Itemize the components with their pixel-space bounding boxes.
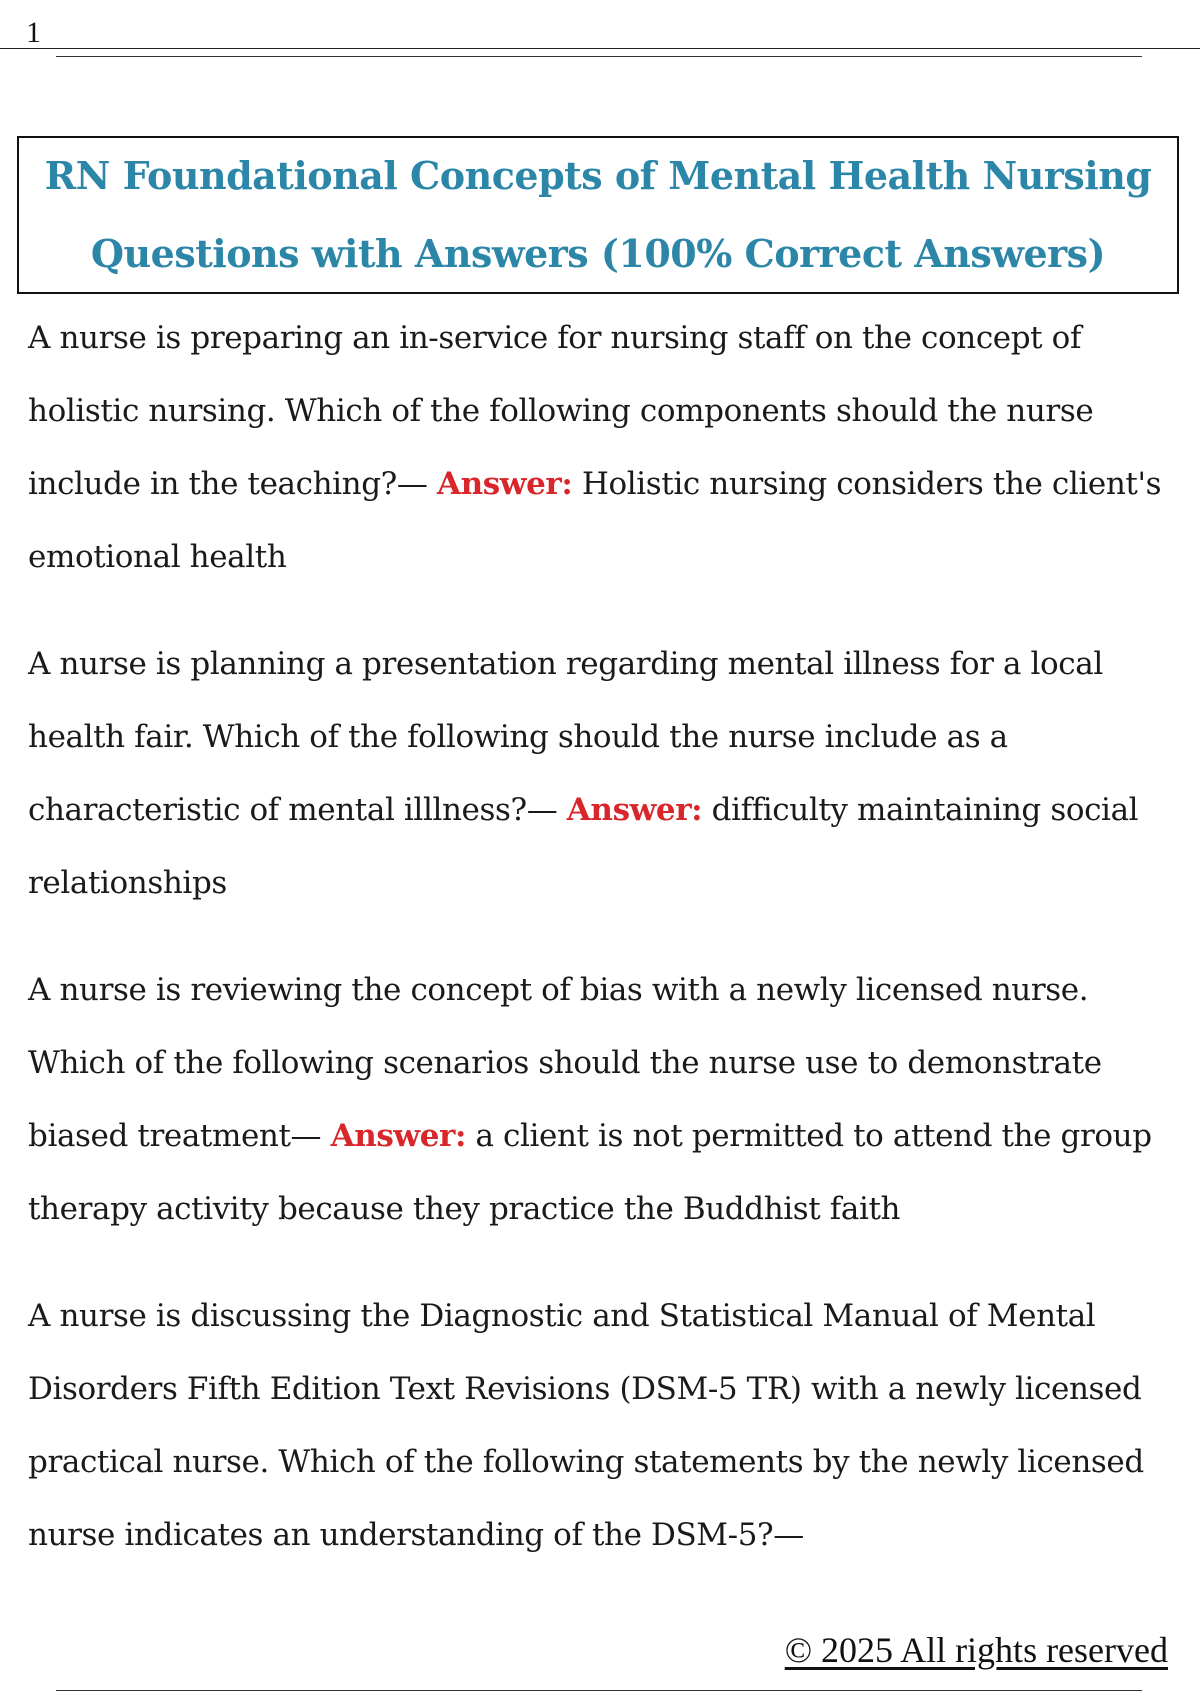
header-rule-secondary [56, 56, 1142, 57]
document-title-line-2: Questions with Answers (100% Correct Answers) [90, 231, 1106, 276]
answer-text: a client is not permitted to attend the group therapy activity because they practice the Buddhist faith [28, 1118, 1152, 1227]
question-item [28, 628, 1176, 920]
question-text: A nurse is preparing an in-service for nursing staff on the concept of holistic nursing. Which of the following components should the nurse include in the teaching?— [28, 320, 1094, 502]
question-item [28, 302, 1176, 594]
answer-text: Holistic nursing considers the client's emotional health [28, 466, 1162, 575]
answer-text: difficulty maintaining social relationships [28, 792, 1139, 901]
answer-label: Answer: [436, 466, 573, 502]
page-number: 1 [26, 16, 41, 49]
document-title-line-1: RN Foundational Concepts of Mental Health Nursing [44, 153, 1152, 198]
question-item [28, 1280, 1176, 1572]
question-text: A nurse is planning a presentation regarding mental illness for a local health fair. Which of the following should the nurse include as a characteristic of mental illlness?— [28, 646, 1103, 828]
header-rule [0, 48, 1200, 49]
title-box [17, 136, 1179, 294]
question-text: A nurse is discussing the Diagnostic and Statistical Manual of Mental Disorders Fifth Edition Text Revisions (DSM-5 TR) with a newly licensed practical nurse. Which of the following statements by the newly licensed nurse indicates an understanding of the DSM-5?— [28, 1298, 1144, 1553]
question-text: A nurse is reviewing the concept of bias with a newly licensed nurse. Which of the following scenarios should the nurse use to demonstrate biased treatment— [28, 972, 1102, 1154]
footer-rule [56, 1690, 1142, 1691]
questions-list [28, 302, 1176, 1606]
answer-label: Answer: [566, 792, 703, 828]
answer-label: Answer: [330, 1118, 467, 1154]
copyright-notice: © 2025 All rights reserved [784, 1630, 1168, 1670]
question-item [28, 954, 1176, 1246]
